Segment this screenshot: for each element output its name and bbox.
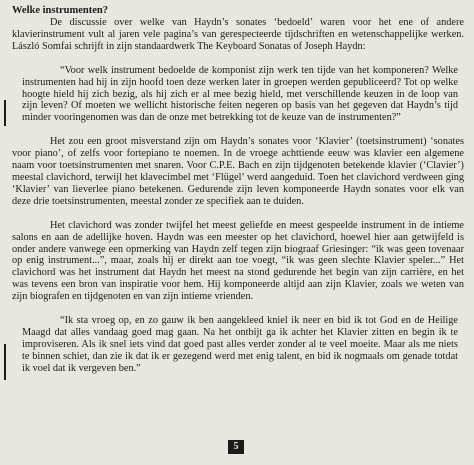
section-heading: Welke instrumenten?: [12, 5, 108, 16]
intro-paragraph: De discussie over welke van Haydn’s sonates ‘bedoeld’ waren voor het ene of andere klavierinstrument vult al jaren vele pagina’s van gerespecteerde tijdschriften en wetenschappelijke werken. László Somfai schrijft in zijn standaardwerk The Keyboard Sonatas of Joseph Haydn:: [12, 17, 464, 52]
haydn-quote: “Ik sta vroeg op, en zo gauw ik ben aangekleed kniel ik neer en bid ik tot God en de Heilige Maagd dat alles vandaag goed mag gaan. Na het ontbijt ga ik achter het Klavier zitten en begin ik te improviseren. Als ik snel iets vind dat goed past alles verder zonder al te veel moeite. Maar als me niets te binnen schiet, dan zie ik dat ik er gezegend werd met enig talent, en bid ik nogmaals om genade totdat ik voel dat ik vergeven ben.”: [22, 315, 458, 374]
margin-mark: [4, 100, 6, 126]
page-number: 5: [228, 440, 244, 454]
somfai-quote: “Voor welk instrument bedoelde de komponist zijn werk ten tijde van het komponeren? Welke instrumenten had hij in zijn hoofd toen deze werken later in groepen werden gepubliceerd? Tot op welke hoogte hield hij zich bezig, als hij zich er al mee bezig hield, met verschillende keuzen in de loop van zijn leven? Of moeten we wellicht historische feiten negeren op basis van het gegeven dat Haydn’s tijd minder vooringenomen was dan de onze met betrekking tot de keuze van de instrumenten?”: [22, 64, 458, 124]
clavichord-paragraph: Het clavichord was zonder twijfel het meest geliefde en meest gespeelde instrument in de intieme salons en aan de adellijke hoven. Haydn was een meester op het clavichord, hoewel hier aan getwijfeld is onder andere vanwege een opmerking van Haydn zelf tegen zijn biograaf Griesinger: “ik was geen tovenaar op enig instrument...”, maar, zoals hij er direkt aan toe voegt, “ik was geen slechte Klavier speler...” Het clavichord was het instrument dat Haydn het meest na stond gedurende het begin van zijn carrière, en het was tevens een bron van inspiratie voor hem. Hij komponeerde altijd aan zijn Klavier, zoals we weten van zijn biografen en tijdgenoten en van zijn intieme vrienden.: [12, 219, 464, 303]
margin-mark: [4, 344, 6, 380]
klavier-paragraph: Het zou een groot misverstand zijn om Haydn’s sonates voor ‘Klavier’ (toetsinstrument) ‘sonates voor piano’, of zelfs voor fortepiano te noemen. In de vroege achttiende eeuw was klavier een algemene naam voor toetsinstrumenten met snaren. Voor C.P.E. Bach en zijn tijdgenoten betekende klavier (‘Clavier’) meestal clavichord, terwijl het klavecimbel met ‘Flügel’ werd aangeduid. Toen het clavichord verdween ging ‘Klavier’ van lieverlee piano betekenen. Gedurende zijn leven komponeerde Haydn sonates voor elk van deze drie toetsinstrumenten, meestal zonder ze specifiek aan te duiden.: [12, 136, 464, 207]
